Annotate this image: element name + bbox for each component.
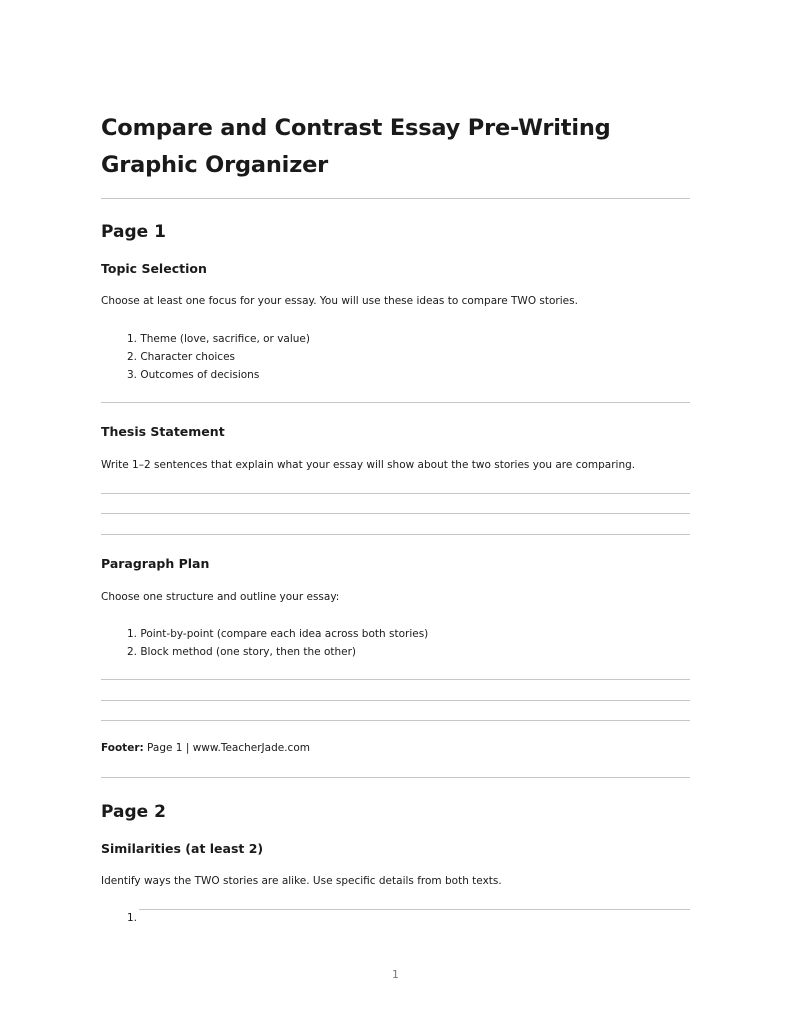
writing-line[interactable]	[101, 513, 690, 514]
similarity-answer-line[interactable]	[139, 909, 690, 910]
divider	[101, 198, 690, 199]
topic-options-list	[127, 330, 310, 384]
list-item: 1. Point-by-point (compare each idea across both stories)	[127, 628, 429, 640]
similarities-heading: Similarities (at least 2)	[101, 841, 264, 856]
thesis-statement-heading: Thesis Statement	[101, 424, 225, 439]
paragraph-plan-heading: Paragraph Plan	[101, 556, 210, 571]
similarity-item-number: 1.	[127, 912, 138, 924]
structure-options-list	[127, 625, 428, 661]
writing-line[interactable]	[101, 720, 690, 721]
divider	[101, 402, 690, 403]
document-title: Compare and Contrast Essay Pre-Writing Graphic Organizer	[101, 115, 611, 178]
thesis-statement-instructions: Write 1–2 sentences that explain what your essay will show about the two stories you are comparing.	[101, 459, 636, 471]
page1-footer	[101, 740, 310, 756]
topic-selection-instructions: Choose at least one focus for your essay. You will use these ideas to compare TWO stories.	[101, 295, 578, 307]
footer-label: Footer:	[101, 742, 144, 754]
paragraph-plan-instructions: Choose one structure and outline your essay:	[101, 591, 340, 603]
list-item: 1. Theme (love, sacrifice, or value)	[127, 333, 310, 345]
writing-line[interactable]	[101, 493, 690, 494]
footer-text: Page 1 | www.TeacherJade.com	[143, 742, 310, 754]
topic-selection-heading: Topic Selection	[101, 261, 207, 276]
writing-line[interactable]	[101, 700, 690, 701]
list-item: 2. Character choices	[127, 351, 236, 363]
writing-line[interactable]	[101, 679, 690, 680]
writing-line[interactable]	[101, 534, 690, 535]
page-number: 1	[392, 969, 399, 981]
similarities-instructions: Identify ways the TWO stories are alike. Use specific details from both texts.	[101, 875, 502, 887]
list-item: 3. Outcomes of decisions	[127, 369, 260, 381]
document-page	[101, 0, 690, 1024]
divider	[101, 777, 690, 778]
page2-heading: Page 2	[101, 802, 166, 822]
list-item: 2. Block method (one story, then the other)	[127, 646, 357, 658]
page1-heading: Page 1	[101, 222, 166, 242]
